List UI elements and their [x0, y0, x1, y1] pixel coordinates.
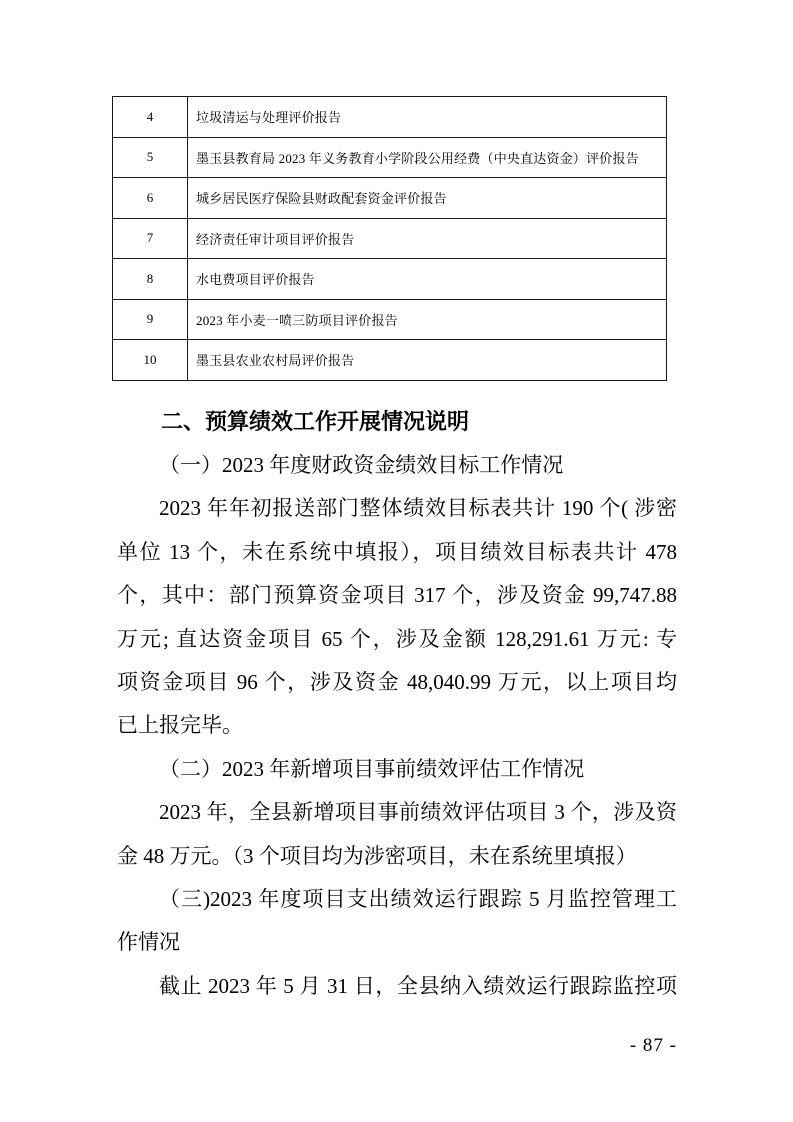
section-heading: 二、预算绩效工作开展情况说明 — [161, 409, 470, 434]
row-number-cell: 7 — [113, 218, 188, 259]
report-title-cell: 经济责任审计项目评价报告 — [188, 218, 667, 259]
table-row — [113, 137, 667, 178]
paragraph-line: 2023 年，全县新增项目事前绩效评估项目 3 个，涉及资 — [159, 800, 677, 825]
paragraph-line: 2023 年年初报送部门整体绩效目标表共计 190 个( 涉密 — [159, 496, 677, 521]
row-number-cell: 5 — [113, 137, 188, 178]
subsection-1-heading: （一）2023 年度财政资金绩效目标工作情况 — [159, 453, 564, 477]
evaluation-reports-table — [112, 96, 667, 381]
subsection-3-heading-line2: 作情况 — [117, 930, 180, 955]
table-row — [113, 178, 667, 219]
table-row — [113, 218, 667, 259]
table-row — [113, 299, 667, 340]
table-row — [113, 97, 667, 138]
row-number-cell: 8 — [113, 259, 188, 300]
row-number-cell: 6 — [113, 178, 188, 219]
paragraph-line: 单位 13 个，未在系统中填报），项目绩效目标表共计 478 — [117, 539, 677, 564]
page-number: - 87 - — [629, 1035, 677, 1056]
table-row — [113, 340, 667, 381]
paragraph-line: 截止 2023 年 5 月 31 日，全县纳入绩效运行跟踪监控项 — [159, 973, 677, 998]
subsection-2-heading: （二）2023 年新增项目事前绩效评估工作情况 — [159, 756, 585, 781]
paragraph-line: 项资金项目 96 个，涉及资金 48,040.99 万元，以上项目均 — [117, 670, 677, 695]
report-title-cell: 水电费项目评价报告 — [188, 259, 667, 300]
paragraph-line: 万元; 直达资金项目 65 个，涉及金额 128,291.61 万元: 专 — [117, 626, 677, 651]
report-title-cell: 2023 年小麦一喷三防项目评价报告 — [188, 299, 667, 340]
body-text — [117, 400, 677, 1008]
report-title-cell: 垃圾清运与处理评价报告 — [188, 97, 667, 138]
report-title-cell: 墨玉县农业农村局评价报告 — [188, 340, 667, 381]
paragraph-line: 已上报完毕。 — [117, 713, 243, 738]
row-number-cell: 4 — [113, 97, 188, 138]
row-number-cell: 9 — [113, 299, 188, 340]
table-row — [113, 259, 667, 300]
report-title-cell: 城乡居民医疗保险县财政配套资金评价报告 — [188, 178, 667, 219]
report-title-cell: 墨玉县教育局 2023 年义务教育小学阶段公用经费（中央直达资金）评价报告 — [188, 137, 667, 178]
subsection-3-heading-line1: （三)2023 年度项目支出绩效运行跟踪 5 月监控管理工 — [159, 887, 677, 912]
paragraph-line: 金 48 万元。（3 个项目均为涉密项目，未在系统里填报） — [117, 843, 637, 868]
row-number-cell: 10 — [113, 340, 188, 381]
paragraph-line: 个，其中：部门预算资金项目 317 个，涉及资金 99,747.88 — [117, 583, 677, 608]
